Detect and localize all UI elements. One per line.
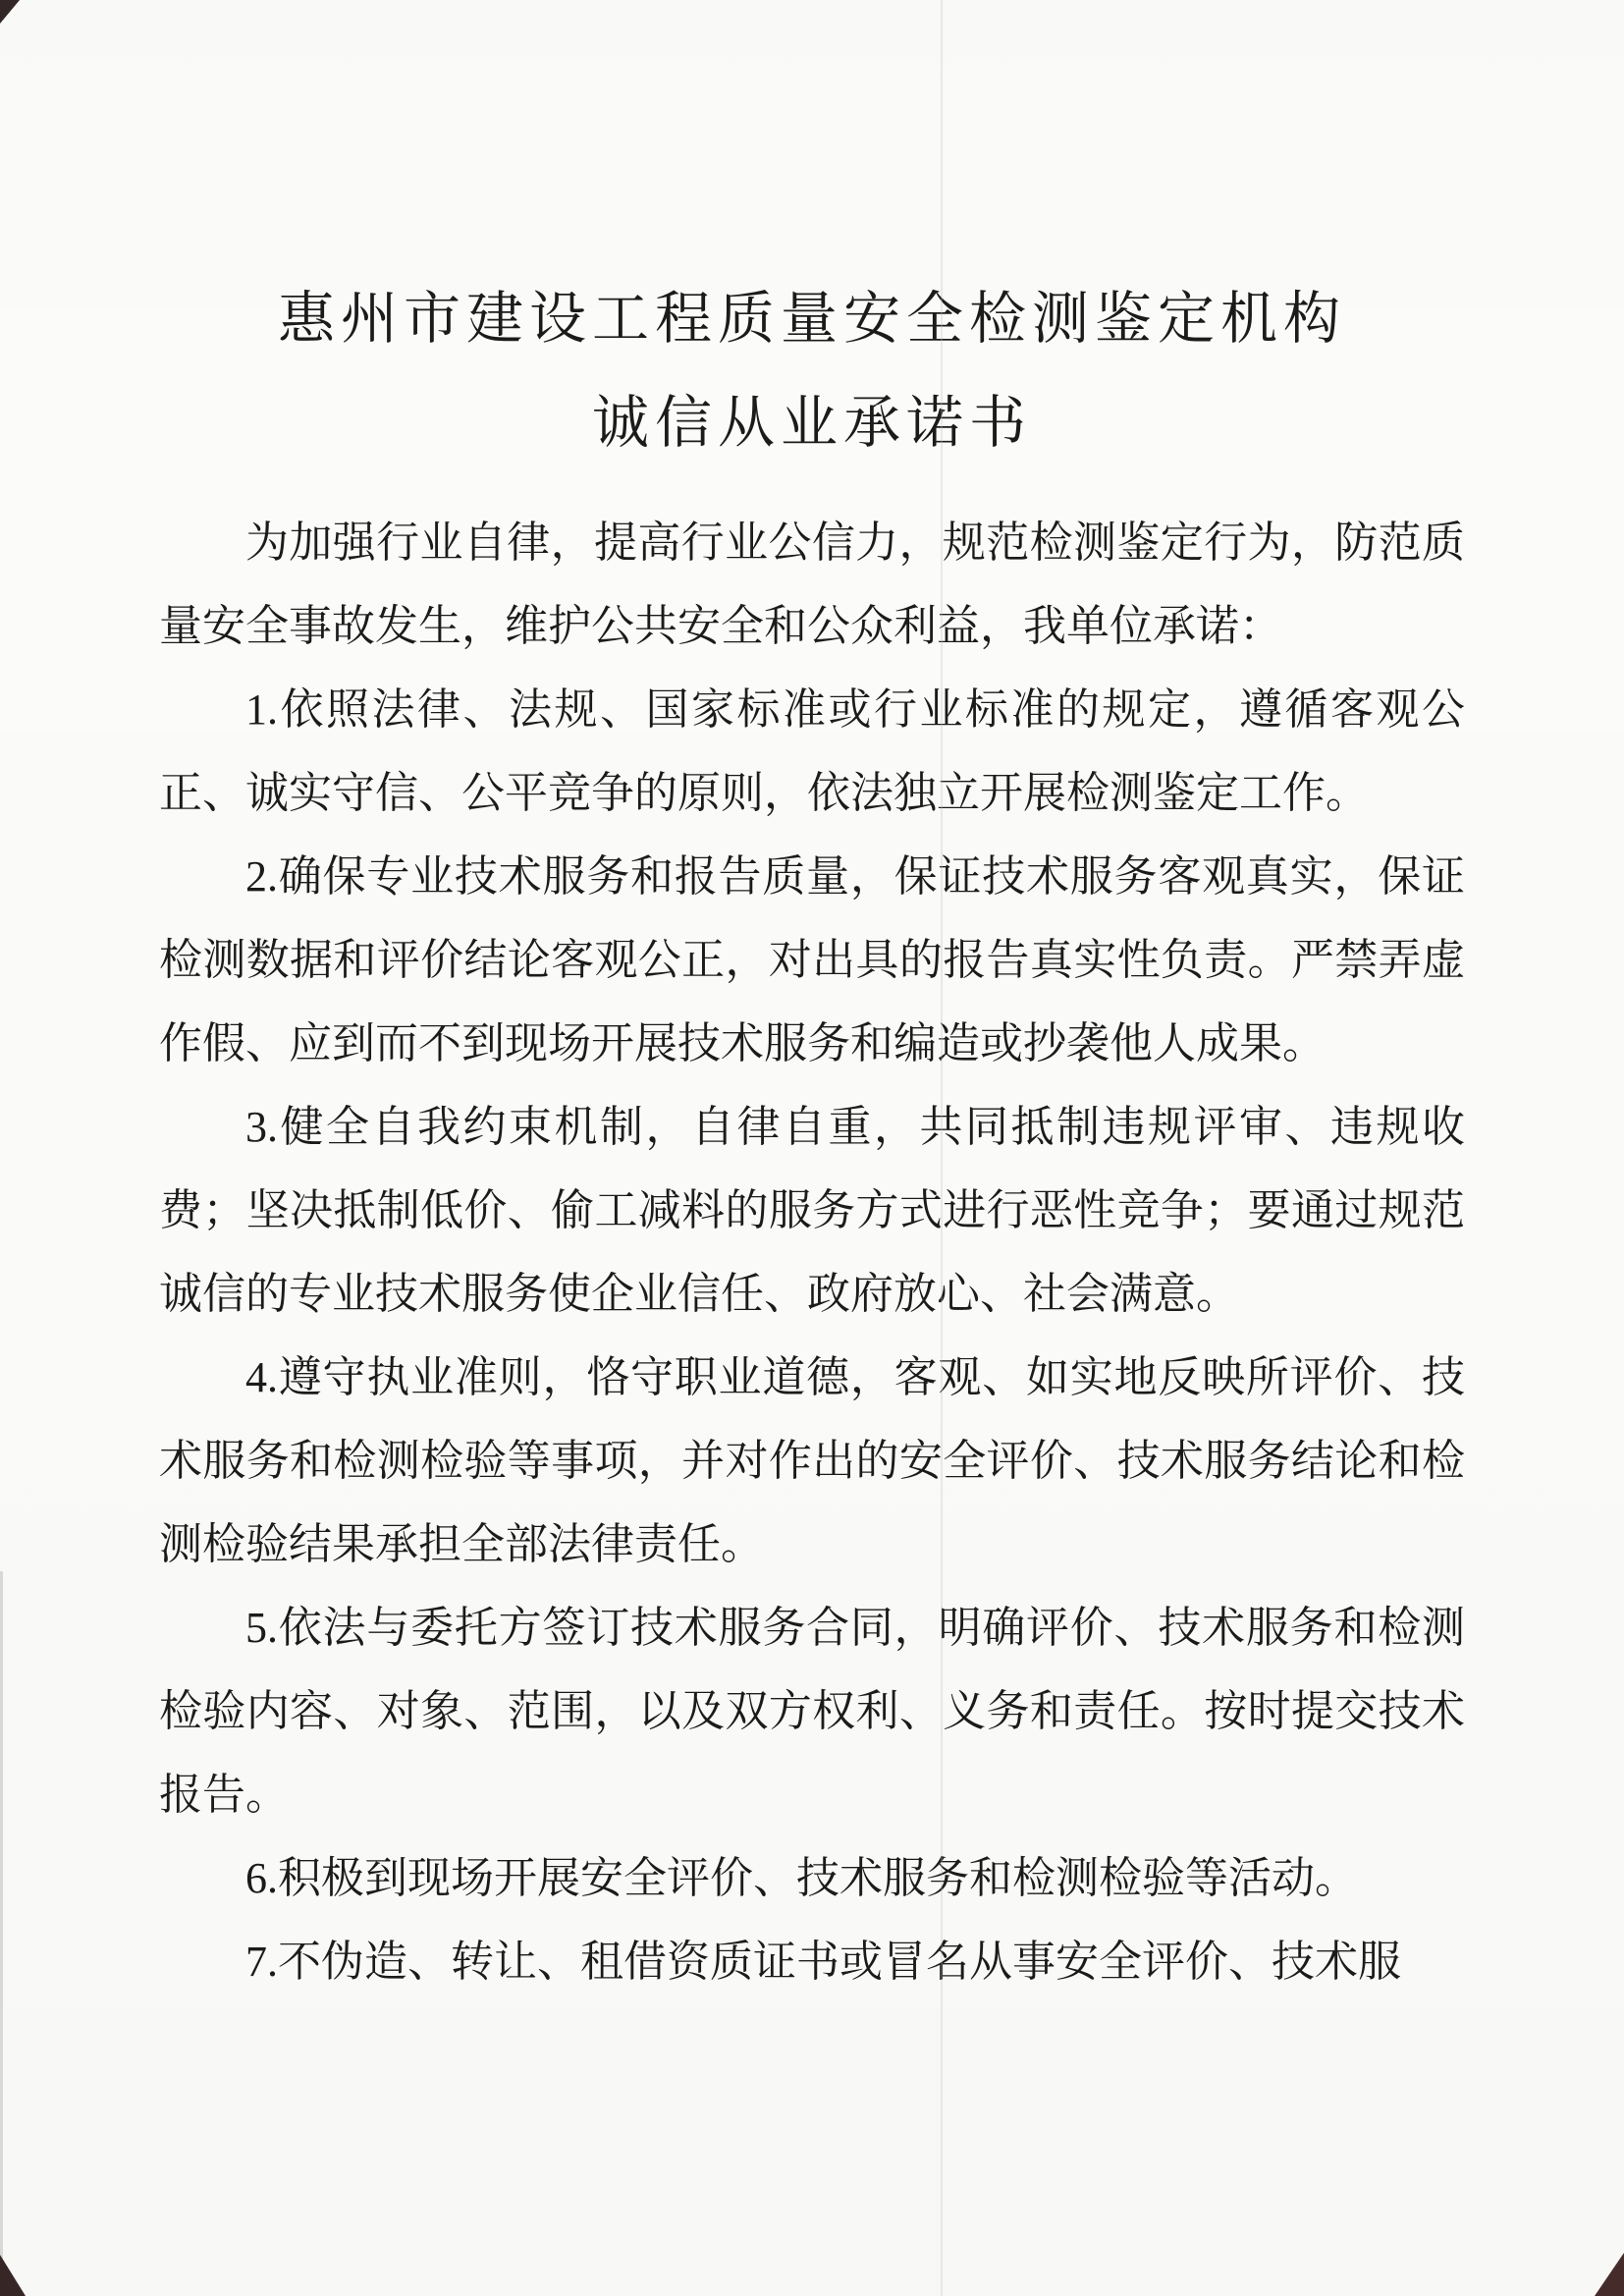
intro-paragraph: 为加强行业自律，提高行业公信力，规范检测鉴定行为，防范质量安全事故发生，维护公共安全和公众利益，我单位承诺：	[159, 519, 1465, 650]
scan-corner-artifact-top-left	[0, 0, 20, 24]
commitment-item-2: 2.确保专业技术服务和报告质量，保证技术服务客观真实，保证检测数据和评价结论客观公正，对出具的报告真实性负责。严禁弄虚作假、应到而不到现场开展技术服务和编造或抄袭他人成果。	[159, 852, 1465, 1067]
commitment-item-1: 1.依照法律、法规、国家标准或行业标准的规定，遵循客观公正、诚实守信、公平竞争的原则，依法独立开展检测鉴定工作。	[159, 685, 1465, 817]
document-body	[0, 501, 1624, 2003]
title-line-1: 惠州市建设工程质量安全检测鉴定机构	[277, 287, 1346, 351]
commitment-item-5: 5.依法与委托方签订技术服务合同，明确评价、技术服务和检测检验内容、对象、范围，以及双方权利、义务和责任。按时提交技术报告。	[159, 1604, 1465, 1819]
title-line-2: 诚信从业承诺书	[591, 391, 1032, 455]
commitment-item-6: 6.积极到现场开展安全评价、技术服务和检测检验等活动。	[245, 1854, 1358, 1902]
scan-edge-artifact-left	[0, 1571, 3, 2296]
commitment-item-7: 7.不伪造、转让、租借资质证书或冒名从事安全评价、技术服	[245, 1938, 1401, 1986]
commitment-item-4: 4.遵守执业准则，恪守职业道德，客观、如实地反映所评价、技术服务和检测检验等事项，并对作出的安全评价、技术服务结论和检测检验结果承担全部法律责任。	[159, 1353, 1465, 1568]
scan-corner-artifact-bottom-left	[0, 2255, 26, 2296]
document-title	[0, 0, 1624, 475]
commitment-item-3: 3.健全自我约束机制，自律自重，共同抵制违规评审、违规收费；坚决抵制低价、偷工减料的服务方式进行恶性竞争；要通过规范诚信的专业技术服务使企业信任、政府放心、社会满意。	[159, 1103, 1465, 1318]
scan-corner-artifact-bottom-right	[1595, 2253, 1624, 2296]
